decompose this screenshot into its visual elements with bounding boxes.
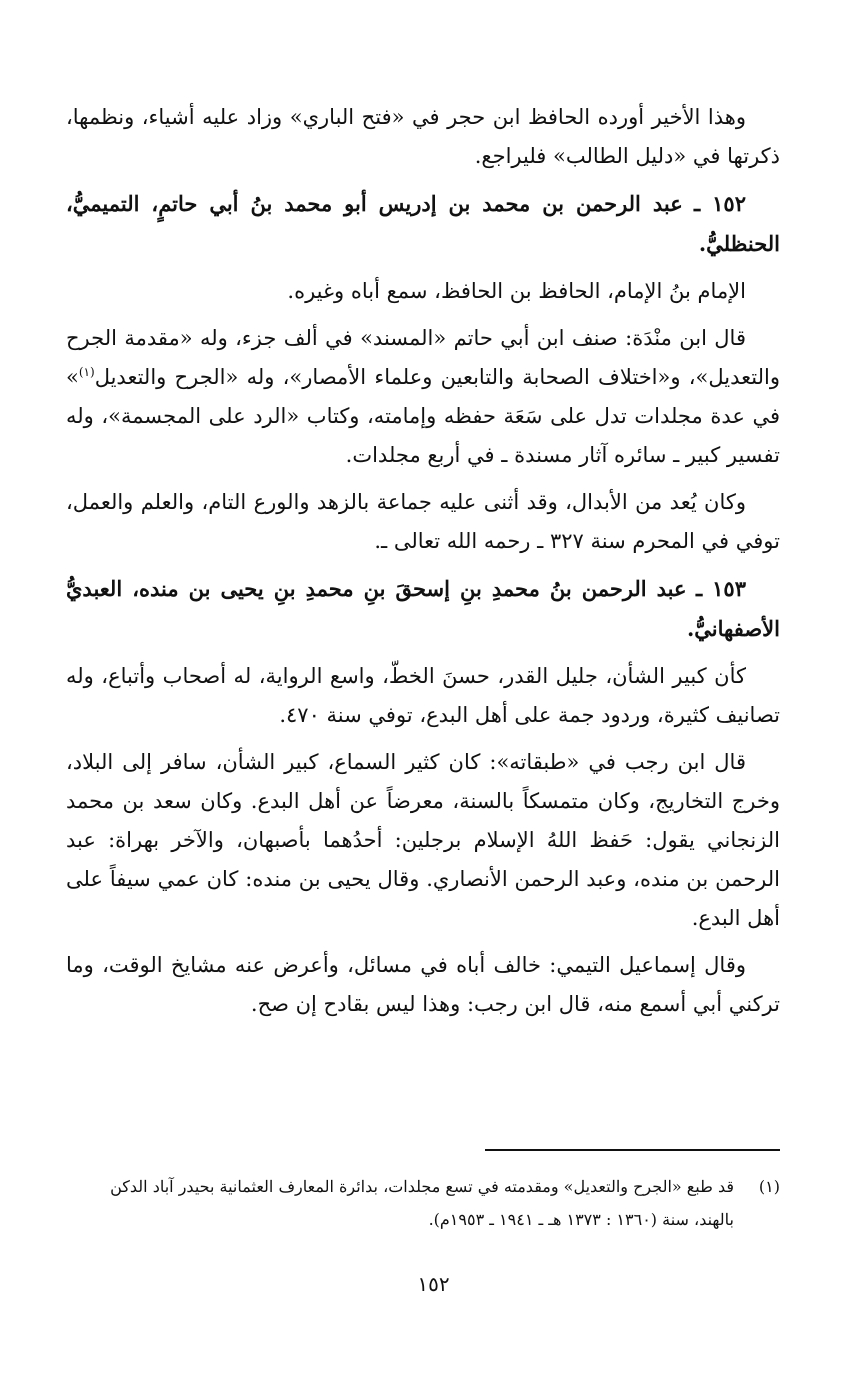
paragraph: وقال إسماعيل التيمي: خالف أباه في مسائل، وأعرض عنه مشايخ الوقت، وما تركني أبي أسمع منه، قال ابن رجب: وهذا ليس بقادح إن صح. [66,953,780,1016]
footnote [66,1170,780,1236]
paragraph: كأن كبير الشأن، جليل القدر، حسنَ الخطّ، واسع الرواية، له أصحاب وأتباع، وله تصانيف كثيرة، وردود جمة على أهل البدع، توفي سنة ٤٧٠. [66,664,780,727]
entry-name: عبد الرحمن بنُ محمدِ بنِ إسحقَ بنِ محمدِ بنِ يحيى بن منده، العبديُّ الأصفهانيُّ. [66,576,780,641]
entry-number: ١٥٣ ـ [695,576,746,601]
paragraph: وهذا الأخير أورده الحافظ ابن حجر في «فتح الباري» وزاد عليه أشياء، ونظمها، ذكرتها في «دليل الطالب» فليراجع. [66,105,780,168]
footnote-divider [485,1149,780,1151]
entry-heading [66,569,780,649]
footnote-text: قد طبع «الجرح والتعديل» ومقدمته في تسع مجلدات، بدائرة المعارف العثمانية بحيدر آباد الدكن بالهند، سنة (١٣٦٠ : ١٣٧٣ هـ ـ ١٩٤١ ـ ١٩٥٣م). [110,1177,734,1229]
paragraph-text: قال ابن منْدَة: صنف ابن أبي حاتم «المسند» في ألف جزء، وله «مقدمة الجرح والتعديل»، و«اختلاف الصحابة والتابعين وعلماء الأمصار»، وله «الجرح والتعديل [66,326,780,389]
footnotes [66,1170,780,1236]
paragraph: وكان يُعد من الأبدال، وقد أثنى عليه جماعة بالزهد والورع التام، والعلم والعمل، توفي في المحرم سنة ٣٢٧ ـ رحمه الله تعالى ـ. [66,490,780,553]
main-text [66,98,780,1032]
paragraph: قال ابن رجب في «طبقاته»: كان كثير السماع، كبير الشأن، سافر إلى البلاد، وخرج التخاريج، وكان متمسكاً بالسنة، معرضاً عن أهل البدع. وكان سعد بن محمد الزنجاني يقول: حَفظ اللهُ الإسلام برجلين: أحدُهما بأصبهان، والآخر بهراة: عبد الرحمن بن منده، وعبد الرحمن الأنصاري. وقال يحيى بن منده: كان عمي سيفاً على أهل البدع. [66,750,780,930]
footnote-reference[interactable]: (١) [78,365,95,379]
entry-heading [66,184,780,264]
paragraph: الإمام بنُ الإمام، الحافظ بن الحافظ، سمع أباه وغيره. [287,279,746,303]
entry-number: ١٥٢ ـ [694,191,746,216]
page-number: ١٥٢ [417,1272,450,1296]
paragraph-text: » في عدة مجلدات تدل على سَعَة حفظه وإمامته، وكتاب «الرد على المجسمة»، وله تفسير كبير ـ سائره آثار مسندة ـ في أربع مجلدات. [66,365,780,467]
footnote-mark: (١) [758,1177,780,1196]
paragraph [66,319,780,475]
entry-name: عبد الرحمن بن محمد بن إدريس أبو محمد بنُ أبي حاتمٍ، التميميُّ، الحنظليُّ. [66,191,780,256]
